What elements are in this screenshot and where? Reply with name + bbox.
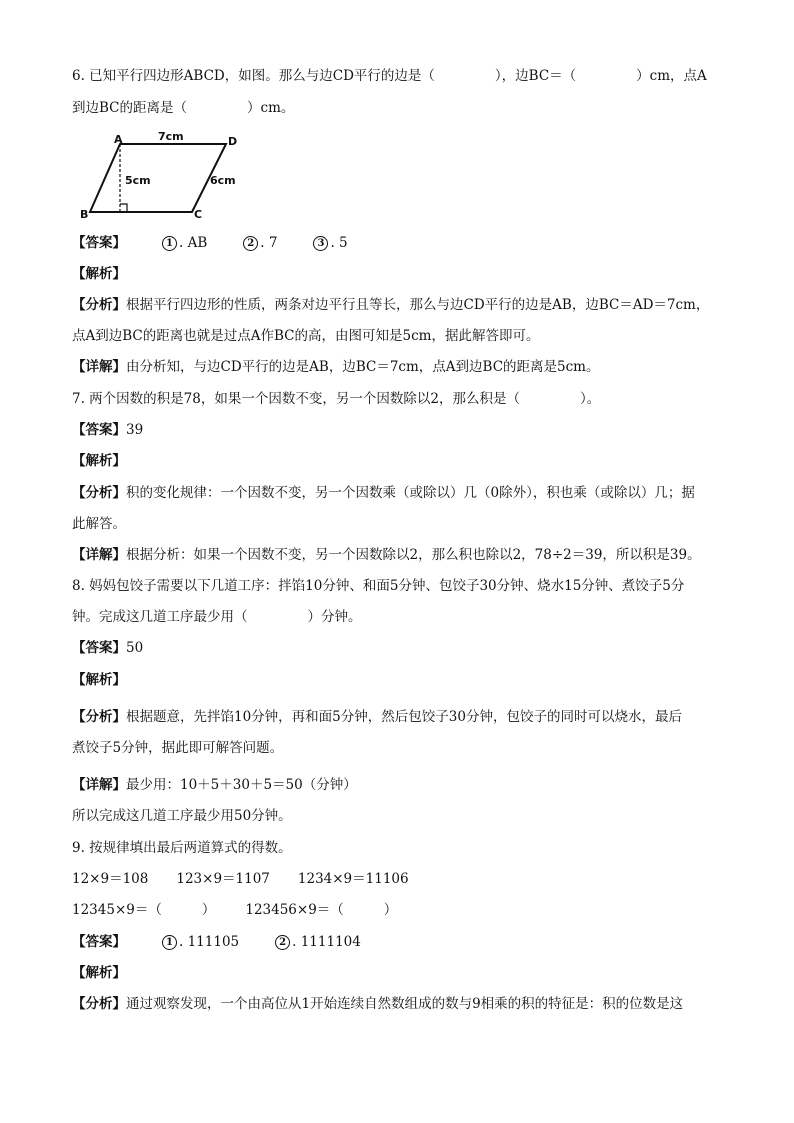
circled-number: 1: [162, 935, 177, 950]
q6-analysis-line1: 【分析】根据平行四边形的性质，两条对边平行且等长，那么与边CD平行的边是AB，边BC＝AD＝7cm，: [72, 297, 710, 313]
q9-stem: 9. 按规律填出最后两道算式的得数。: [72, 840, 292, 856]
top-length-label: 7cm: [158, 132, 184, 143]
q9-equations-row2: 12345×9＝（ ） 123456×9＝（ ）: [72, 902, 398, 918]
vertex-c-label: C: [194, 208, 203, 221]
parallelogram-figure: [78, 132, 248, 224]
q6-detail: 【详解】由分析知，与边CD平行的边是AB，边BC＝7cm，点A到边BC的距离是5cm。: [72, 359, 600, 375]
q7-stem: 7. 两个因数的积是78，如果一个因数不变，另一个因数除以2，那么积是（ ）。: [72, 391, 601, 407]
q8-jiexi-heading: 【解析】: [72, 672, 126, 688]
q8-stem-line1: 8. 妈妈包饺子需要以下几道工序：拌馅10分钟、和面5分钟、包饺子30分钟、烧水15分钟、煮饺子5分: [72, 578, 685, 594]
height-length-label: 5cm: [125, 174, 151, 187]
q9-analysis-line1: 【分析】通过观察发现，一个由高位从1开始连续自然数组成的数与9相乘的积的特征是：积的位数是这: [72, 996, 684, 1012]
q6-stem-line1: 6. 已知平行四边形ABCD，如图。那么与边CD平行的边是（ ），边BC＝（ ）cm，点A: [72, 68, 707, 84]
q6-jiexi-heading: 【解析】: [72, 266, 126, 282]
q8-analysis-line1: 【分析】根据题意，先拌馅10分钟，再和面5分钟，然后包饺子30分钟，包饺子的同时可以烧水，最后: [72, 709, 682, 725]
q8-analysis-line2: 煮饺子5分钟，据此即可解答问题。: [72, 740, 284, 756]
q8-conclusion: 所以完成这几道工序最少用50分钟。: [72, 808, 292, 824]
side-length-label: 6cm: [210, 174, 236, 187]
q7-answer: 【答案】39: [72, 422, 144, 438]
circled-number: 2: [275, 935, 290, 950]
q7-detail: 【详解】根据分析：如果一个因数不变，另一个因数除以2，那么积也除以2，78÷2＝39，所以积是39。: [72, 547, 701, 563]
q6-answer: 【答案】 1 . AB 2 . 7 3 . 5: [72, 235, 348, 251]
q8-detail: 【详解】最少用：10＋5＋30＋5＝50（分钟）: [72, 777, 357, 793]
q8-answer: 【答案】50: [72, 640, 144, 656]
parallelogram-shape: [90, 144, 226, 212]
q9-answer: 【答案】 1 . 111105 2 . 1111104: [72, 934, 361, 950]
circled-number: 3: [313, 236, 328, 251]
q7-analysis-line1: 【分析】积的变化规律：一个因数不变，另一个因数乘（或除以）几（0除外），积也乘（或除以）几；据: [72, 485, 695, 501]
q7-analysis-line2: 此解答。: [72, 516, 126, 532]
q8-stem-line2: 钟。完成这几道工序最少用（ ）分钟。: [72, 609, 362, 625]
circled-number: 2: [243, 236, 258, 251]
vertex-a-label: A: [114, 133, 123, 146]
q6-analysis-line2: 点A到边BC的距离也就是过点A作BC的高，由图可知是5cm，据此解答即可。: [72, 328, 540, 344]
q9-equations-row1: 12×9＝108 123×9＝1107 1234×9＝11106: [72, 871, 409, 887]
vertex-d-label: D: [228, 135, 238, 148]
right-angle-mark: [120, 204, 127, 212]
q9-jiexi-heading: 【解析】: [72, 965, 126, 981]
vertex-b-label: B: [80, 208, 89, 221]
q6-stem-line2: 到边BC的距离是（ ）cm。: [72, 100, 295, 116]
circled-number: 1: [162, 236, 177, 251]
q7-jiexi-heading: 【解析】: [72, 453, 126, 469]
